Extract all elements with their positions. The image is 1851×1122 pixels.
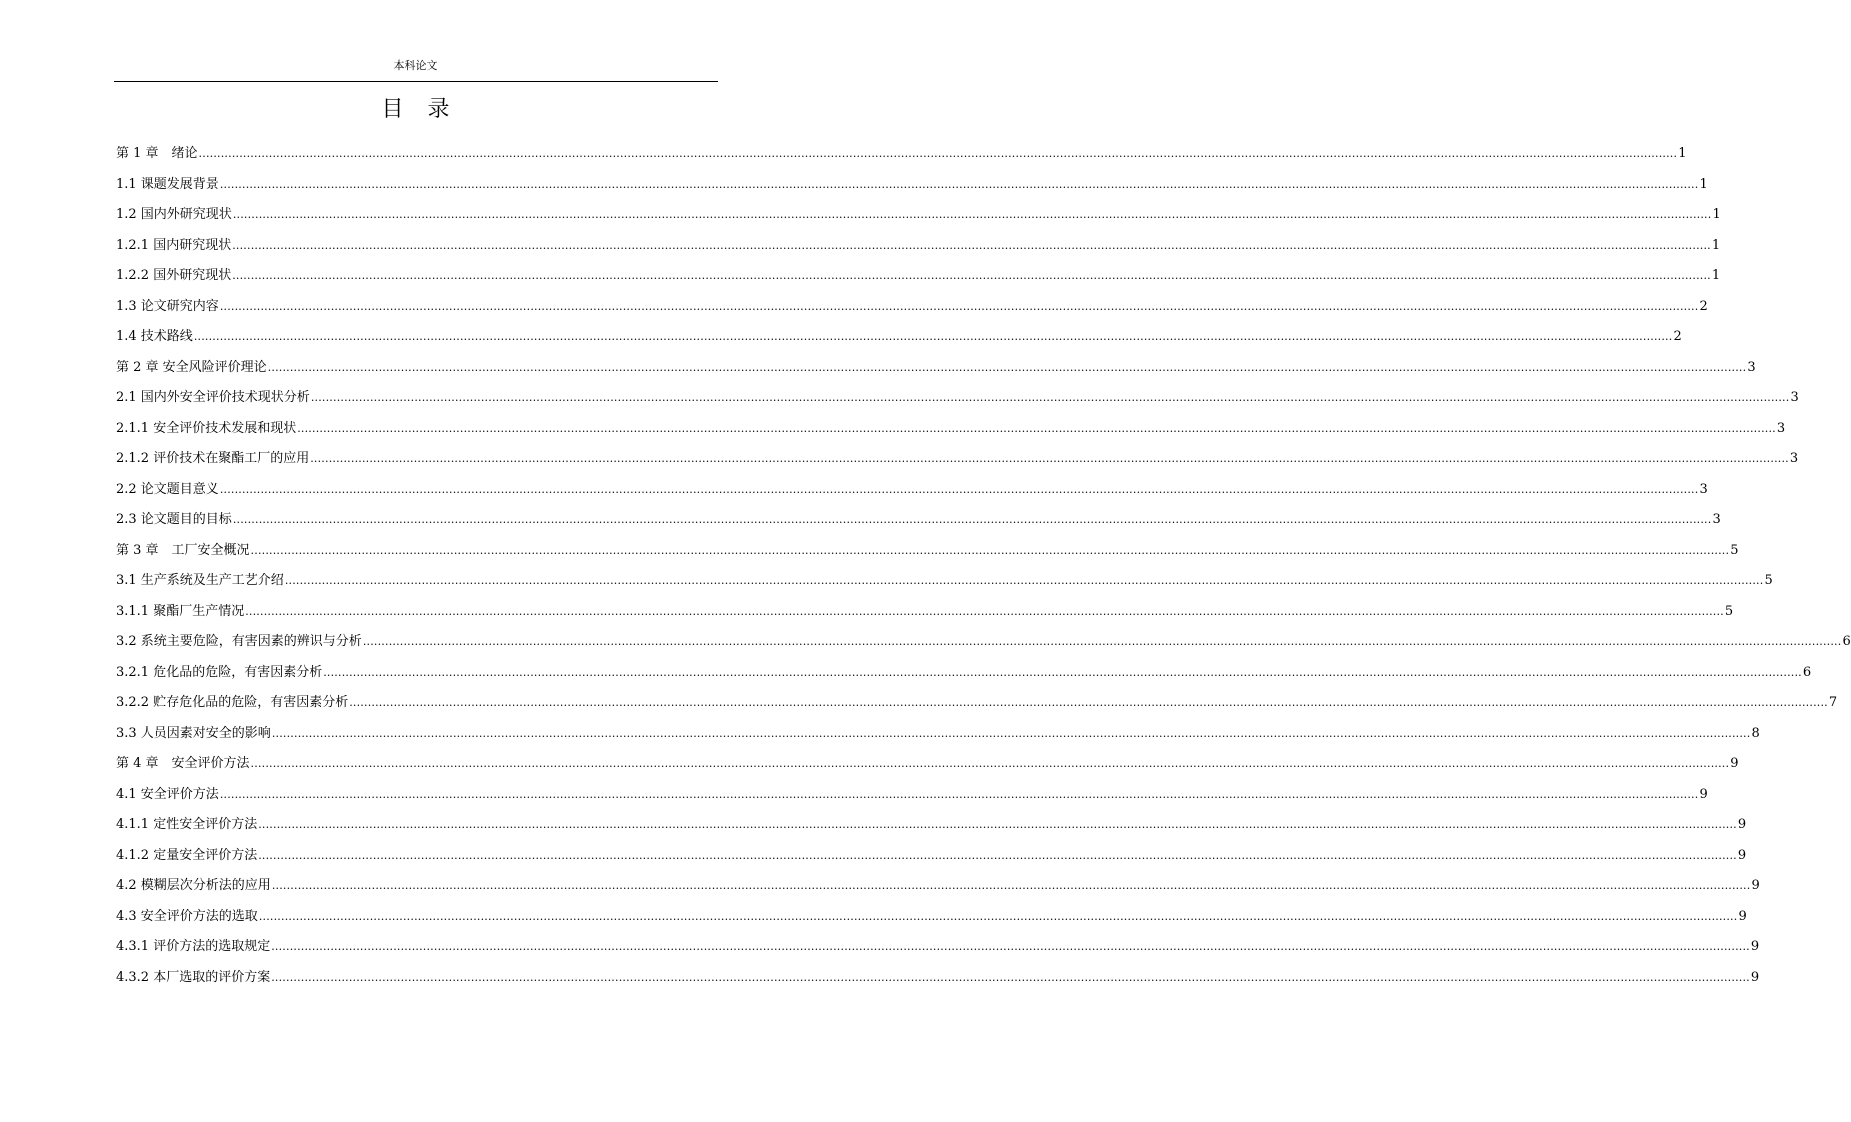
toc-dot-leader: ................................................................................................................................................................................................................................................................................................................................................................................................................ <box>219 299 1699 313</box>
toc-entry-label: 第 4 章 安全评价方法 <box>116 756 250 771</box>
toc-dot-leader: ................................................................................................................................................................................................................................................................................................................................................................................................................ <box>250 543 1730 557</box>
toc-entry[interactable] <box>116 475 1708 506</box>
toc-dot-leader: ................................................................................................................................................................................................................................................................................................................................................................................................................ <box>297 421 1776 435</box>
toc-dot-leader: ................................................................................................................................................................................................................................................................................................................................................................................................................ <box>271 726 1751 740</box>
toc-entry-page-number: 1 <box>1711 237 1721 253</box>
toc-entry-label: 2.2 论文题目意义 <box>116 481 219 497</box>
toc-title-char-2: 录 <box>427 97 450 122</box>
toc-dot-leader: ................................................................................................................................................................................................................................................................................................................................................................................................................ <box>258 909 1738 923</box>
toc-dot-leader: ................................................................................................................................................................................................................................................................................................................................................................................................................ <box>284 574 1764 587</box>
toc-entry-label: 1.2 国内外研究现状 <box>116 207 232 222</box>
toc-entry-page-number: 5 <box>1730 542 1739 558</box>
toc-entry-label: 4.3.1 评价方法的选取规定 <box>116 939 271 954</box>
toc-entry-page-number: 3 <box>1712 512 1721 527</box>
toc-title-char-1: 目 <box>381 97 404 122</box>
toc-entry-page-number: 9 <box>1730 756 1739 771</box>
toc-entry-label: 3.2 系统主要危险，有害因素的辨识与分析 <box>116 634 362 649</box>
toc-dot-leader: ................................................................................................................................................................................................................................................................................................................................................................................................................ <box>271 940 1750 953</box>
toc-entry-page-number: 9 <box>1750 969 1760 985</box>
toc-entry[interactable] <box>116 383 1799 414</box>
toc-dot-leader: ................................................................................................................................................................................................................................................................................................................................................................................................................ <box>310 452 1789 465</box>
toc-title <box>114 95 717 125</box>
toc-entry-page-number: 3 <box>1747 359 1756 375</box>
toc-entry-page-number: 8 <box>1751 725 1760 741</box>
toc-entry[interactable] <box>116 658 1812 689</box>
toc-dot-leader: ................................................................................................................................................................................................................................................................................................................................................................................................................ <box>198 147 1678 160</box>
toc-entry[interactable] <box>116 597 1734 628</box>
toc-entry-page-number: 5 <box>1764 573 1773 588</box>
toc-dot-leader: ................................................................................................................................................................................................................................................................................................................................................................................................................ <box>267 360 1747 374</box>
page-header: 本科论文 <box>393 59 438 72</box>
toc-entry-label: 3.3 人员因素对安全的影响 <box>116 725 271 741</box>
toc-entry-page-number: 3 <box>1776 420 1786 436</box>
toc-entry-label: 2.1.2 评价技术在聚酯工厂的应用 <box>116 451 310 466</box>
toc-entry[interactable] <box>116 139 1687 170</box>
toc-entry-page-number: 2 <box>1673 329 1682 344</box>
toc-entry-label: 3.1 生产系统及生产工艺介绍 <box>116 573 284 588</box>
toc-dot-leader: ................................................................................................................................................................................................................................................................................................................................................................................................................ <box>271 879 1751 892</box>
toc-dot-leader: ................................................................................................................................................................................................................................................................................................................................................................................................................ <box>219 177 1699 191</box>
toc-entry[interactable] <box>116 841 1747 872</box>
toc-dot-leader: ................................................................................................................................................................................................................................................................................................................................................................................................................ <box>310 391 1790 404</box>
toc-entry[interactable] <box>116 871 1760 902</box>
toc-entry[interactable] <box>116 353 1756 384</box>
toc-entry-page-number: 3 <box>1699 481 1708 497</box>
toc-entry[interactable] <box>116 505 1721 536</box>
toc-entry-label: 2.1 国内外安全评价技术现状分析 <box>116 390 310 405</box>
toc-entry-page-number: 6 <box>1802 664 1812 680</box>
header-rule <box>114 81 718 82</box>
toc-entry[interactable] <box>116 719 1760 750</box>
toc-entry-page-number: 1 <box>1678 146 1687 161</box>
toc-entry-label: 4.3.2 本厂选取的评价方案 <box>116 969 271 985</box>
toc-dot-leader: ................................................................................................................................................................................................................................................................................................................................................................................................................ <box>232 269 1711 282</box>
toc-entry-page-number: 3 <box>1790 390 1799 405</box>
toc-entry-label: 1.4 技术路线 <box>116 329 193 344</box>
toc-entry[interactable] <box>116 932 1760 963</box>
toc-dot-leader: ................................................................................................................................................................................................................................................................................................................................................................................................................ <box>271 970 1750 984</box>
toc-entry-label: 4.1.2 定量安全评价方法 <box>116 847 258 863</box>
toc-entry-label: 1.1 课题发展背景 <box>116 176 219 192</box>
toc-entry-label: 3.2.2 贮存危化品的危险，有害因素分析 <box>116 695 349 710</box>
toc-entry-label: 1.3 论文研究内容 <box>116 298 219 314</box>
toc-entry[interactable] <box>116 536 1739 567</box>
toc-entry[interactable] <box>116 902 1747 933</box>
toc-entry-page-number: 9 <box>1750 939 1760 954</box>
toc-dot-leader: ................................................................................................................................................................................................................................................................................................................................................................................................................ <box>362 635 1842 648</box>
toc-entry[interactable] <box>116 627 1851 658</box>
toc-dot-leader: ................................................................................................................................................................................................................................................................................................................................................................................................................ <box>232 208 1712 221</box>
toc-entry-page-number: 1 <box>1699 176 1708 192</box>
toc-entry-page-number: 9 <box>1738 908 1747 924</box>
toc-dot-leader: ................................................................................................................................................................................................................................................................................................................................................................................................................ <box>232 513 1712 526</box>
toc-entry-page-number: 1 <box>1712 207 1721 222</box>
toc-dot-leader: ................................................................................................................................................................................................................................................................................................................................................................................................................ <box>193 330 1673 343</box>
toc-entry[interactable] <box>116 292 1708 323</box>
toc-entry-label: 4.3 安全评价方法的选取 <box>116 908 258 924</box>
toc-entry-label: 1.2.2 国外研究现状 <box>116 268 232 283</box>
toc-entry-label: 第 2 章 安全风险评价理论 <box>116 359 267 375</box>
toc-dot-leader: ................................................................................................................................................................................................................................................................................................................................................................................................................ <box>323 665 1802 679</box>
toc-entry[interactable] <box>116 231 1721 262</box>
toc-dot-leader: ................................................................................................................................................................................................................................................................................................................................................................................................................ <box>219 482 1699 496</box>
toc-entry-page-number: 6 <box>1842 634 1851 649</box>
toc-entry[interactable] <box>116 810 1747 841</box>
toc-entry[interactable] <box>116 780 1708 811</box>
toc-entry[interactable] <box>116 688 1838 719</box>
toc-entry[interactable] <box>116 170 1708 201</box>
toc-dot-leader: ................................................................................................................................................................................................................................................................................................................................................................................................................ <box>258 818 1737 831</box>
toc-entry-page-number: 9 <box>1737 847 1747 863</box>
table-of-contents <box>116 139 1851 993</box>
toc-entry-page-number: 5 <box>1724 603 1734 619</box>
toc-dot-leader: ................................................................................................................................................................................................................................................................................................................................................................................................................ <box>245 604 1724 618</box>
toc-dot-leader: ................................................................................................................................................................................................................................................................................................................................................................................................................ <box>258 848 1737 862</box>
toc-dot-leader: ................................................................................................................................................................................................................................................................................................................................................................................................................ <box>219 787 1699 801</box>
toc-entry[interactable] <box>116 414 1786 445</box>
toc-entry-page-number: 7 <box>1828 695 1838 710</box>
toc-entry-page-number: 1 <box>1711 268 1721 283</box>
toc-dot-leader: ................................................................................................................................................................................................................................................................................................................................................................................................................ <box>250 757 1730 770</box>
toc-entry-label: 3.1.1 聚酯厂生产情况 <box>116 603 245 619</box>
toc-entry[interactable] <box>116 963 1760 994</box>
toc-entry-label: 4.1.1 定性安全评价方法 <box>116 817 258 832</box>
toc-entry-label: 2.3 论文题目的目标 <box>116 512 232 527</box>
toc-entry[interactable] <box>116 261 1721 292</box>
toc-entry-label: 4.1 安全评价方法 <box>116 786 219 802</box>
toc-entry-page-number: 9 <box>1699 786 1708 802</box>
toc-dot-leader: ................................................................................................................................................................................................................................................................................................................................................................................................................ <box>349 696 1828 709</box>
toc-entry-page-number: 2 <box>1699 298 1708 314</box>
toc-entry[interactable] <box>116 444 1799 475</box>
toc-entry-label: 4.2 模糊层次分析法的应用 <box>116 878 271 893</box>
toc-entry-page-number: 3 <box>1789 451 1799 466</box>
toc-entry-page-number: 9 <box>1751 878 1760 893</box>
toc-entry[interactable] <box>116 749 1739 780</box>
toc-entry-label: 第 3 章 工厂安全概况 <box>116 542 250 558</box>
toc-entry-label: 第 1 章 绪论 <box>116 146 198 161</box>
toc-entry[interactable] <box>116 322 1682 353</box>
toc-entry-label: 1.2.1 国内研究现状 <box>116 237 232 253</box>
toc-entry[interactable] <box>116 200 1721 231</box>
toc-entry[interactable] <box>116 566 1773 597</box>
toc-entry-page-number: 9 <box>1737 817 1747 832</box>
toc-entry-label: 2.1.1 安全评价技术发展和现状 <box>116 420 297 436</box>
toc-entry-label: 3.2.1 危化品的危险，有害因素分析 <box>116 664 323 680</box>
toc-dot-leader: ................................................................................................................................................................................................................................................................................................................................................................................................................ <box>232 238 1711 252</box>
